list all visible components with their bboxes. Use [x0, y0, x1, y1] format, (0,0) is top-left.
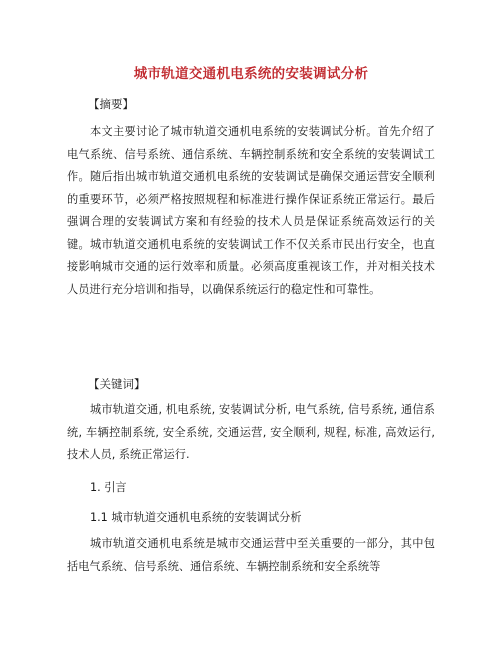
- document-title: 城市轨道交通机电系统的安装调试分析: [133, 66, 369, 82]
- keywords-text: 城市轨道交通, 机电系统, 安装调试分析, 电气系统, 信号系统, 通信系统, 车辆控制系统, 安全系统, 交通运营, 安全顺利, 规程, 标准, 高效运行, 技术人员, 系统正常运行.: [67, 403, 435, 461]
- section-1-heading: 1. 引言: [90, 481, 127, 494]
- section-1-1-heading: 1.1 城市轨道交通机电系统的安装调试分析: [90, 511, 302, 524]
- abstract-label: 【摘要】: [88, 97, 134, 111]
- keywords-label: 【关键词】: [88, 377, 146, 391]
- section-1-1-text: 城市轨道交通机电系统是城市交通运营中至关重要的一部分，其中包括电气系统、信号系统、通信系统、车辆控制系统和安全系统等: [67, 537, 435, 573]
- abstract-text: 本文主要讨论了城市轨道交通机电系统的安装调试分析。首先介绍了电气系统、信号系统、通信系统、车辆控制系统和安全系统的安装调试工作。随后指出城市轨道交通机电系统的安装调试是确保交通运营安全顺利的重要环节，必须严格按照规程和标准进行操作保证系统正常运行。最后强调合理的安装调试方案和有经验的技术人员是保证系统高效运行的关键。城市轨道交通机电系统的安装调试工作不仅关系市民出行安全，也直接影响城市交通的运行效率和质量。必须高度重视该工作，并对相关技术人员进行充分培训和指导，以确保系统运行的稳定性和可靠性。: [67, 125, 435, 296]
